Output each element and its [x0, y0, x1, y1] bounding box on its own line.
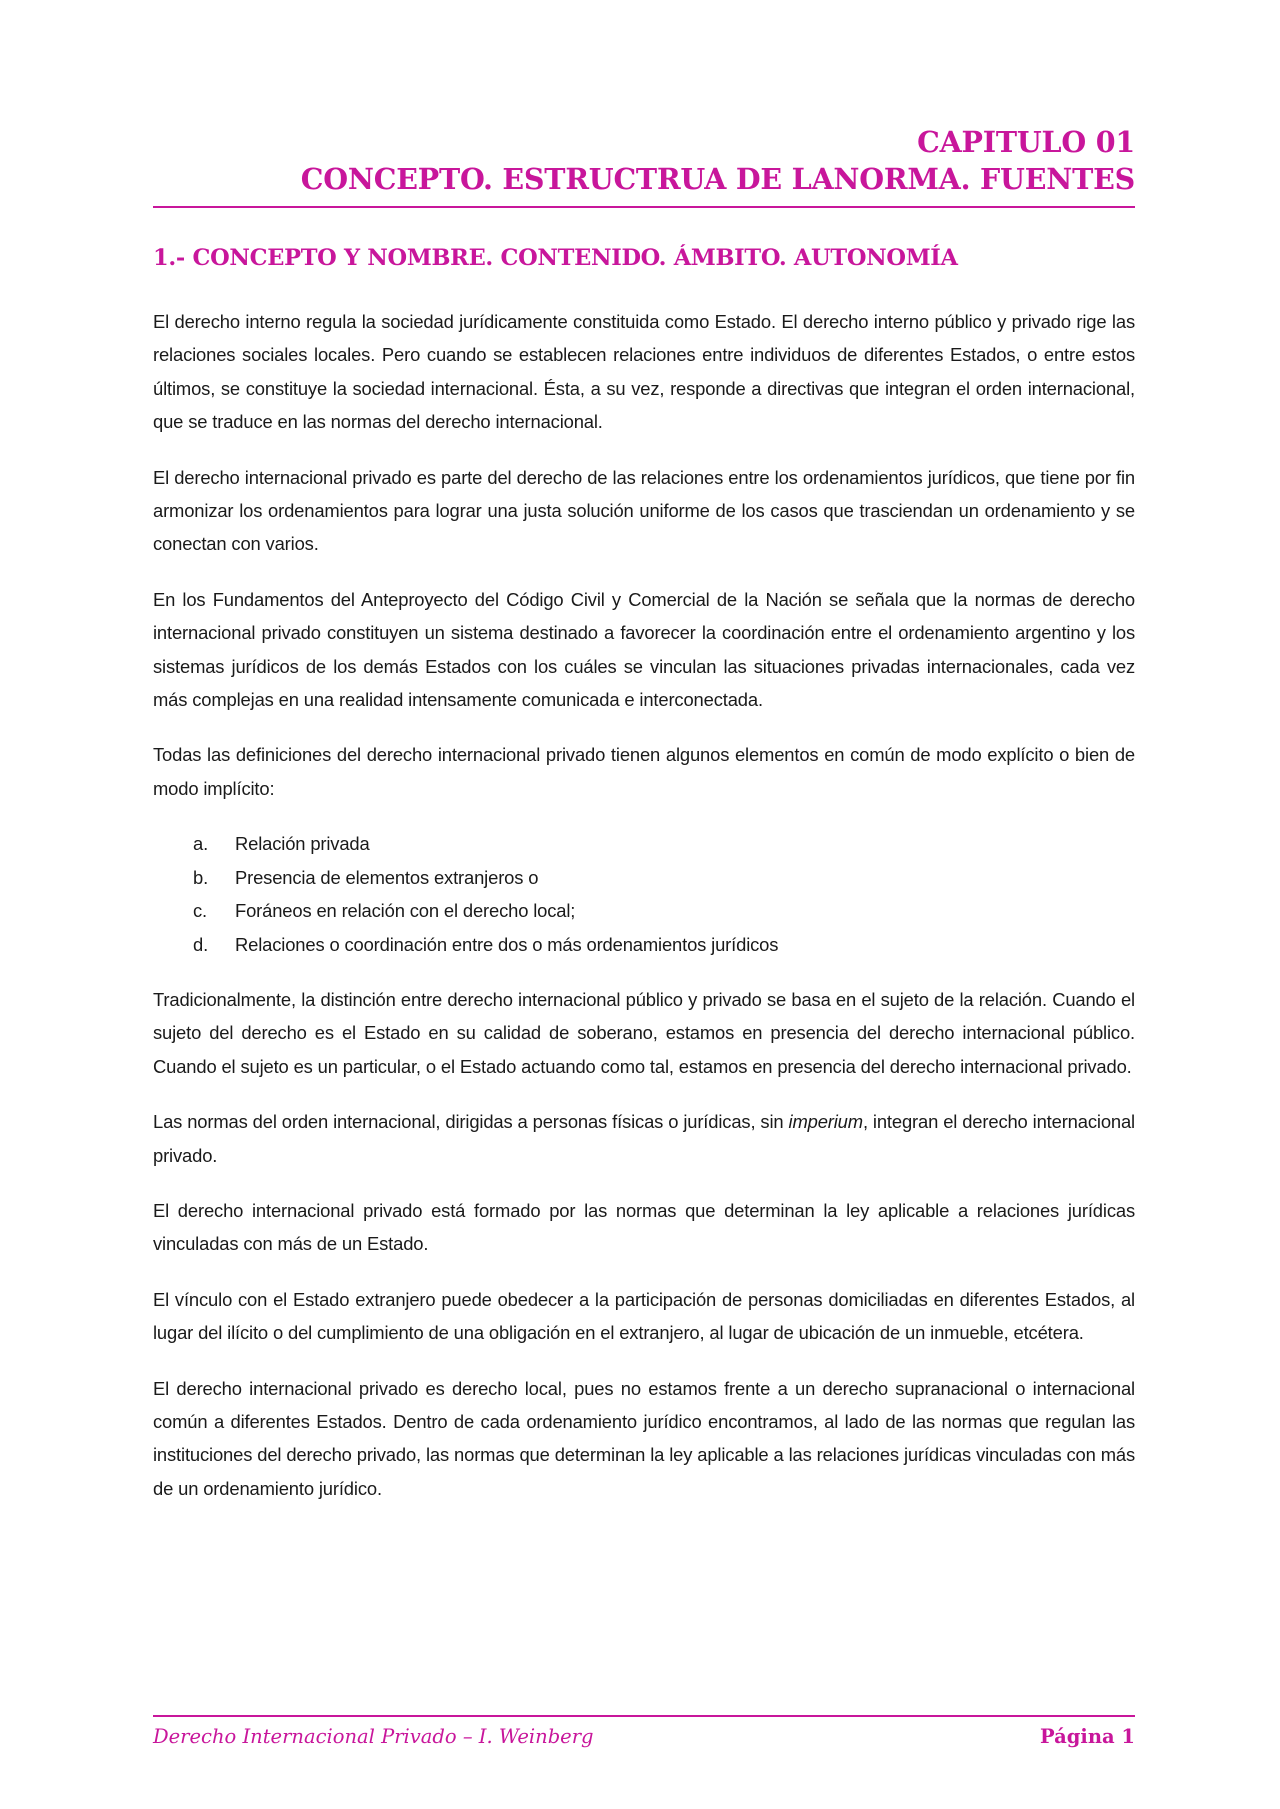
list-marker: c. — [193, 900, 208, 922]
emphasis-imperium: imperium — [788, 1111, 863, 1133]
list-item — [153, 827, 1135, 860]
footer-divider — [153, 1715, 1135, 1717]
list-item-text: Presencia de elementos extranjeros o — [235, 866, 539, 888]
paragraph-imperium — [153, 1105, 1135, 1172]
section-title: 1.- CONCEPTO Y NOMBRE. CONTENIDO. ÁMBITO. AUTONOMÍA — [153, 245, 958, 271]
paragraph: El vínculo con el Estado extranjero puede obedecer a la participación de personas domiciliadas en diferentes Estados, al lugar del ilícito o del cumplimiento de una obligación en el extranjero, al lugar de ubicación de un inmueble, etcétera. — [153, 1288, 1135, 1344]
paragraph: En los Fundamentos del Anteproyecto del Código Civil y Comercial de la Nación se señala que la normas de derecho internacional privado constituyen un sistema destinado a favorecer la coordinación entre el ordenamiento argentino y los sistemas jurídicos de los demás Estados con los cuáles se vinculan las situaciones privadas internacionales, cada vez más complejas en una realidad intensamente comunicada e interconectada. — [153, 588, 1135, 711]
elements-list — [153, 827, 1135, 961]
page-footer — [153, 1723, 1135, 1751]
chapter-title: CONCEPTO. ESTRUCTRUA DE LANORMA. FUENTES — [300, 162, 1135, 196]
list-item — [153, 861, 1135, 894]
footer-page-number: Página 1 — [1040, 1725, 1135, 1748]
list-marker: d. — [193, 933, 209, 955]
list-item-text: Relación privada — [235, 833, 370, 855]
header-divider — [153, 206, 1135, 208]
paragraph: Todas las definiciones del derecho internacional privado tienen algunos elementos en común de modo explícito o bien de modo implícito: — [153, 744, 1135, 799]
paragraph: El derecho interno regula la sociedad jurídicamente constituida como Estado. El derecho interno público y privado rige las relaciones sociales locales. Pero cuando se establecen relaciones entre individuos de diferentes Estados, o entre estos últimos, se constituye la sociedad internacional. Ésta, a su vez, responde a directivas que integran el orden internacional, que se traduce en las normas del derecho internacional. — [153, 311, 1135, 433]
document-page — [153, 0, 1135, 1809]
list-item — [153, 928, 1135, 961]
list-item-text: Relaciones o coordinación entre dos o más ordenamientos jurídicos — [235, 933, 779, 955]
paragraph-text: , integran el derecho internacional privado. — [153, 1111, 1135, 1166]
list-marker: b. — [193, 866, 209, 888]
list-marker: a. — [193, 833, 209, 855]
paragraph: El derecho internacional privado es derecho local, pues no estamos frente a un derecho supranacional o internacional común a diferentes Estados. Dentro de cada ordenamiento jurídico encontramos, al lado de las normas que regulan las instituciones del derecho privado, las normas que determinan la ley aplicable a las relaciones jurídicas vinculadas con más de un ordenamiento jurídico. — [153, 1377, 1135, 1499]
chapter-number: CAPITULO 01 — [917, 125, 1135, 159]
document-body — [153, 305, 1135, 1527]
paragraph: El derecho internacional privado está formado por las normas que determinan la ley aplicable a relaciones jurídicas vinculadas con más de un Estado. — [153, 1199, 1135, 1255]
list-item-text: Foráneos en relación con el derecho local; — [235, 900, 576, 922]
chapter-header — [153, 124, 1135, 198]
footer-book-title: Derecho Internacional Privado – I. Weinberg — [153, 1725, 594, 1748]
list-item — [153, 894, 1135, 927]
paragraph: Tradicionalmente, la distinción entre derecho internacional público y privado se basa en el sujeto de la relación. Cuando el sujeto del derecho es el Estado en su calidad de soberano, estamos en presencia del derecho internacional público. Cuando el sujeto es un particular, o el Estado actuando como tal, estamos en presencia del derecho internacional privado. — [153, 988, 1135, 1077]
paragraph: El derecho internacional privado es parte del derecho de las relaciones entre los ordenamientos jurídicos, que tiene por fin armonizar los ordenamientos para lograr una justa solución uniforme de los casos que trasciendan un ordenamiento y se conectan con varios. — [153, 466, 1135, 555]
paragraph-text: Las normas del orden internacional, dirigidas a personas físicas o jurídicas, sin — [153, 1111, 789, 1133]
